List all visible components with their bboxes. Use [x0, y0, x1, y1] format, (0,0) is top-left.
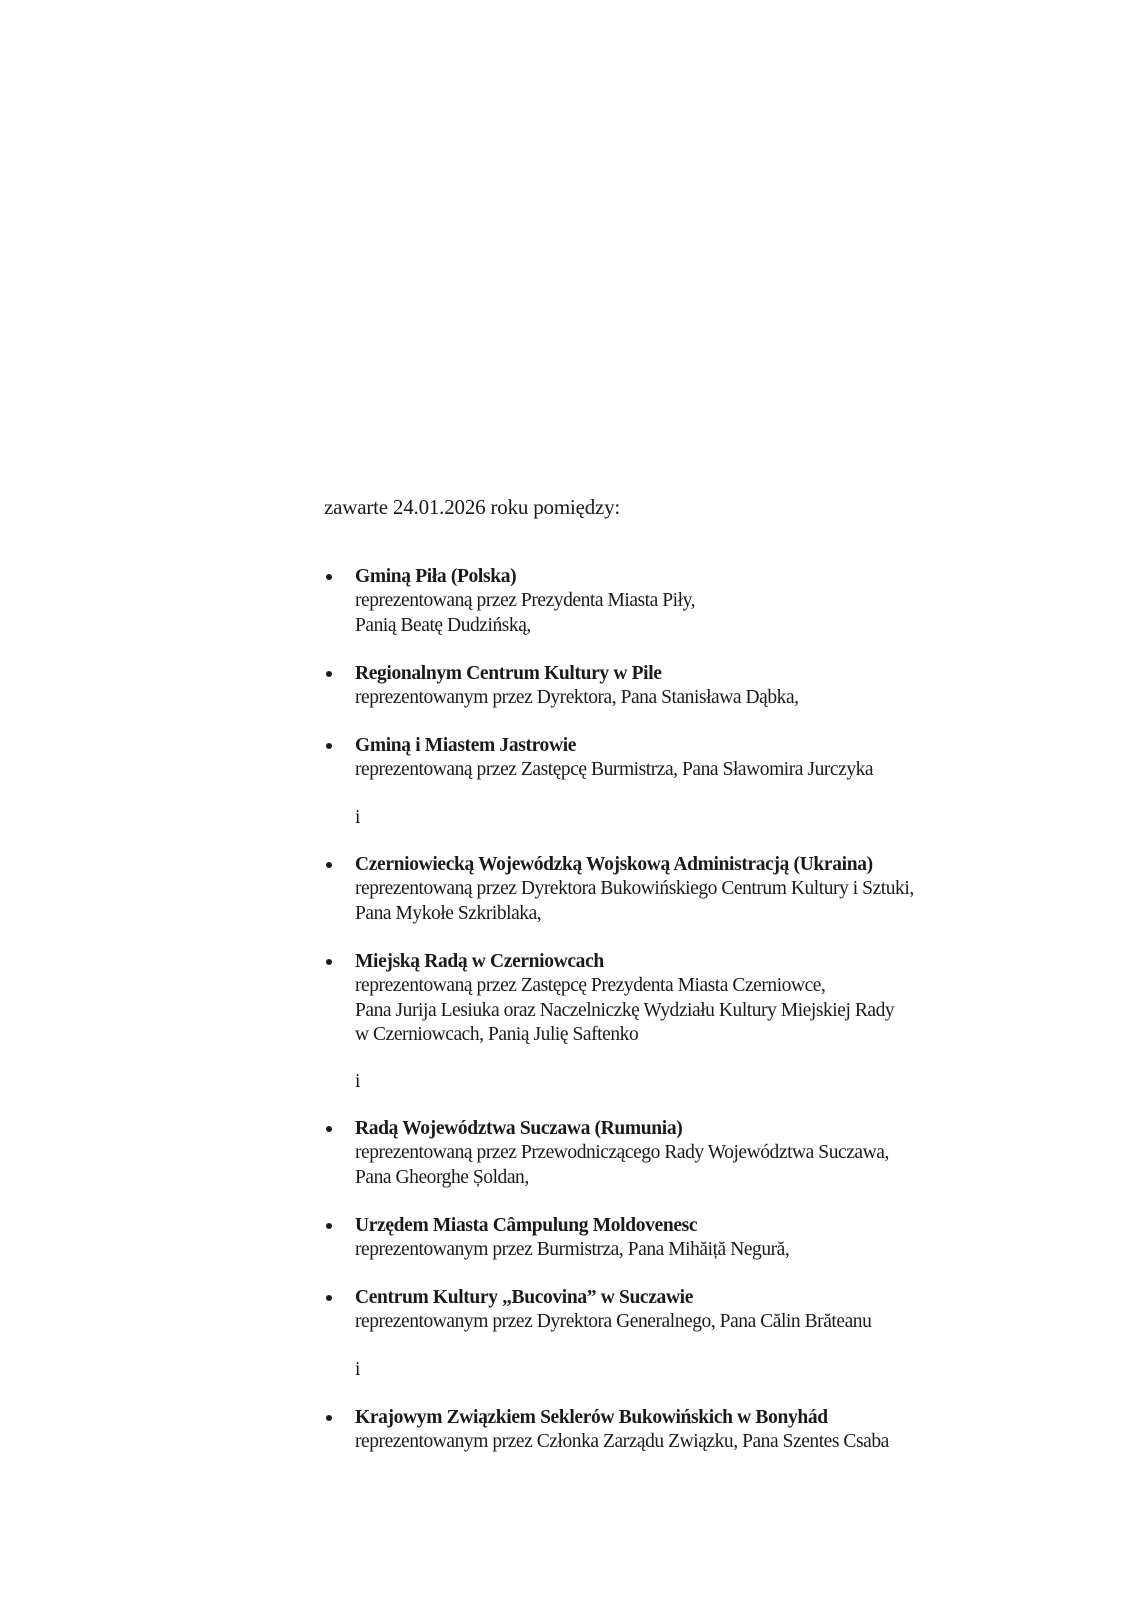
agreement-intro: zawarte 24.01.2026 roku pomiędzy: — [324, 495, 621, 519]
party-representation: reprezentowanym przez Dyrektora, Pana Stanisława Dąbka, — [355, 687, 799, 708]
party-representation: Panią Beatę Dudzińską, — [355, 614, 531, 636]
conjunction-text: i — [355, 807, 361, 828]
party-representation: reprezentowanym przez Dyrektora Generalnego, Pana Călin Brăteanu — [355, 1311, 872, 1332]
party-item — [324, 1285, 1084, 1335]
conjunction-text: i — [355, 1359, 361, 1380]
party-name: Krajowym Związkiem Seklerów Bukowińskich w Bonyhád — [355, 1407, 828, 1428]
party-item — [324, 949, 1084, 1048]
party-item — [324, 733, 1084, 783]
party-representation: reprezentowanym przez Burmistrza, Pana Mihăiță Negură, — [355, 1239, 790, 1260]
party-representation: reprezentowaną przez Dyrektora Bukowińskiego Centrum Kultury i Sztuki, — [355, 878, 914, 899]
party-item — [324, 1213, 1084, 1263]
party-representation: w Czerniowcach, Panią Julię Saftenko — [355, 1024, 639, 1045]
conjunction-text: i — [355, 1071, 361, 1092]
party-name: Czerniowiecką Wojewódzką Wojskową Administracją (Ukraina) — [355, 854, 873, 875]
party-representation: reprezentowaną przez Zastępcę Burmistrza, Pana Sławomira Jurczyka — [355, 759, 874, 780]
party-name: Radą Województwa Suczawa (Rumunia) — [355, 1118, 683, 1139]
party-item — [324, 564, 1084, 638]
party-name: Gminą Piła (Polska) — [355, 566, 517, 587]
party-representation: Pana Jurija Lesiuka oraz Naczelniczkę Wydziału Kultury Miejskiej Rady — [355, 999, 895, 1021]
party-representation: reprezentowanym przez Członka Zarządu Związku, Pana Szentes Csaba — [355, 1431, 889, 1452]
party-item — [324, 661, 1084, 711]
party-representation: reprezentowaną przez Zastępcę Prezydenta Miasta Czerniowce, — [355, 975, 826, 996]
party-representation: Pana Gheorghe Șoldan, — [355, 1166, 529, 1188]
party-name: Centrum Kultury „Bucovina” w Suczawie — [355, 1287, 694, 1308]
party-name: Urzędem Miasta Câmpulung Moldovenesc — [355, 1215, 698, 1236]
party-representation: Pana Mykołe Szkriblaka, — [355, 902, 542, 924]
party-name: Gminą i Miastem Jastrowie — [355, 735, 577, 756]
party-name: Regionalnym Centrum Kultury w Pile — [355, 663, 662, 684]
party-item — [324, 852, 1084, 926]
party-name: Miejską Radą w Czerniowcach — [355, 951, 604, 972]
party-representation: reprezentowaną przez Prezydenta Miasta Piły, — [355, 590, 696, 611]
party-representation: reprezentowaną przez Przewodniczącego Rady Województwa Suczawa, — [355, 1142, 889, 1163]
party-item — [324, 1116, 1084, 1190]
party-item — [324, 1405, 1084, 1455]
